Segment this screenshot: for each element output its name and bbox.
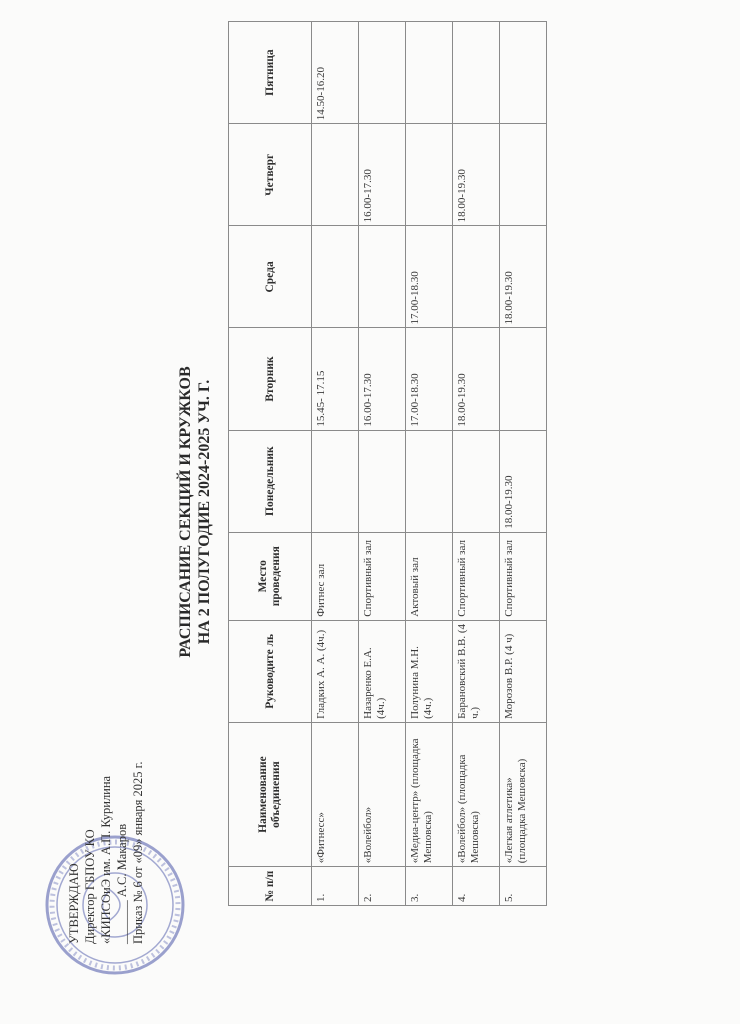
cell-place: Фитнес зал — [312, 532, 359, 620]
cell-tuesday: 16.00-17.30 — [359, 328, 406, 430]
cell-thursday — [312, 124, 359, 226]
table-row — [500, 22, 547, 906]
approval-block — [66, 761, 146, 944]
cell-name: «Легкая атлетика» (площадка Мешовска) — [500, 722, 547, 866]
cell-name: «Волейбол» (площадка Мешовска) — [453, 722, 500, 866]
table-row — [453, 22, 500, 906]
cell-thursday: 16.00-17.30 — [359, 124, 406, 226]
cell-tuesday: 18.00-19.30 — [453, 328, 500, 430]
table-row — [312, 22, 359, 906]
cell-thursday: 18.00-19.30 — [453, 124, 500, 226]
cell-monday — [312, 430, 359, 532]
cell-lead: Полунина М.Н. (4ч.) — [406, 620, 453, 722]
header-num: № п/п — [229, 867, 312, 906]
table-header-row — [229, 22, 312, 906]
cell-friday: 14.50-16.20 — [312, 22, 359, 124]
header-place: Место проведения — [229, 532, 312, 620]
header-thursday: Четверг — [229, 124, 312, 226]
cell-wednesday: 18.00-19.30 — [500, 226, 547, 328]
cell-wednesday: 17.00-18.30 — [406, 226, 453, 328]
cell-tuesday: 15.45- 17.15 — [312, 328, 359, 430]
cell-tuesday: 17.00-18.30 — [406, 328, 453, 430]
cell-num: 1. — [312, 867, 359, 906]
cell-lead: Барановский В.В. (4 ч.) — [453, 620, 500, 722]
cell-monday — [453, 430, 500, 532]
approval-position: Директор ГБПОУ КО — [83, 829, 97, 944]
table-row — [359, 22, 406, 906]
header-name: Наименование объединения — [229, 722, 312, 866]
header-lead: Руководите ль — [229, 620, 312, 722]
cell-lead: Назаренко Е.А. (4ч.) — [359, 620, 406, 722]
cell-place: Спортивный зал — [453, 532, 500, 620]
cell-place: Спортивный зал — [359, 532, 406, 620]
cell-wednesday — [312, 226, 359, 328]
schedule-table — [228, 21, 547, 906]
cell-place: Актовый зал — [406, 532, 453, 620]
cell-num: 3. — [406, 867, 453, 906]
cell-friday — [359, 22, 406, 124]
approval-order: Приказ № 6 от «09» января 2025 г. — [131, 761, 145, 944]
cell-tuesday — [500, 328, 547, 430]
header-friday: Пятница — [229, 22, 312, 124]
table-row — [406, 22, 453, 906]
header-monday: Понедельник — [229, 430, 312, 532]
cell-wednesday — [359, 226, 406, 328]
header-wednesday: Среда — [229, 226, 312, 328]
header-tuesday: Вторник — [229, 328, 312, 430]
cell-num: 2. — [359, 867, 406, 906]
cell-lead: Гладких А. А. (4ч.) — [312, 620, 359, 722]
cell-name: «Медиа-центр» (площадка Мешовска) — [406, 722, 453, 866]
cell-friday — [453, 22, 500, 124]
cell-monday: 18.00-19.30 — [500, 430, 547, 532]
cell-num: 4. — [453, 867, 500, 906]
cell-wednesday — [453, 226, 500, 328]
approval-heading: УТВЕРЖДАЮ — [67, 863, 81, 944]
cell-monday — [406, 430, 453, 532]
cell-friday — [500, 22, 547, 124]
title-line-2: НА 2 ПОЛУГОДИЕ 2024-2025 УЧ. Г. — [196, 379, 213, 645]
cell-name: «Волейбол» — [359, 722, 406, 866]
title-line-1: РАСПИСАНИЕ СЕКЦИЙ И КРУЖКОВ — [177, 366, 194, 658]
cell-friday — [406, 22, 453, 124]
cell-num: 5. — [500, 867, 547, 906]
cell-place: Спортивный зал — [500, 532, 547, 620]
cell-lead: Морозов В.Р. (4 ч) — [500, 620, 547, 722]
cell-thursday — [500, 124, 547, 226]
cell-monday — [359, 430, 406, 532]
cell-name: «Фитнесс» — [312, 722, 359, 866]
cell-thursday — [406, 124, 453, 226]
approval-organization: «КИПСОиЭ им. А.П. Курилина — [99, 775, 113, 944]
approval-signature: _______ А.С. Макаров — [115, 823, 129, 944]
